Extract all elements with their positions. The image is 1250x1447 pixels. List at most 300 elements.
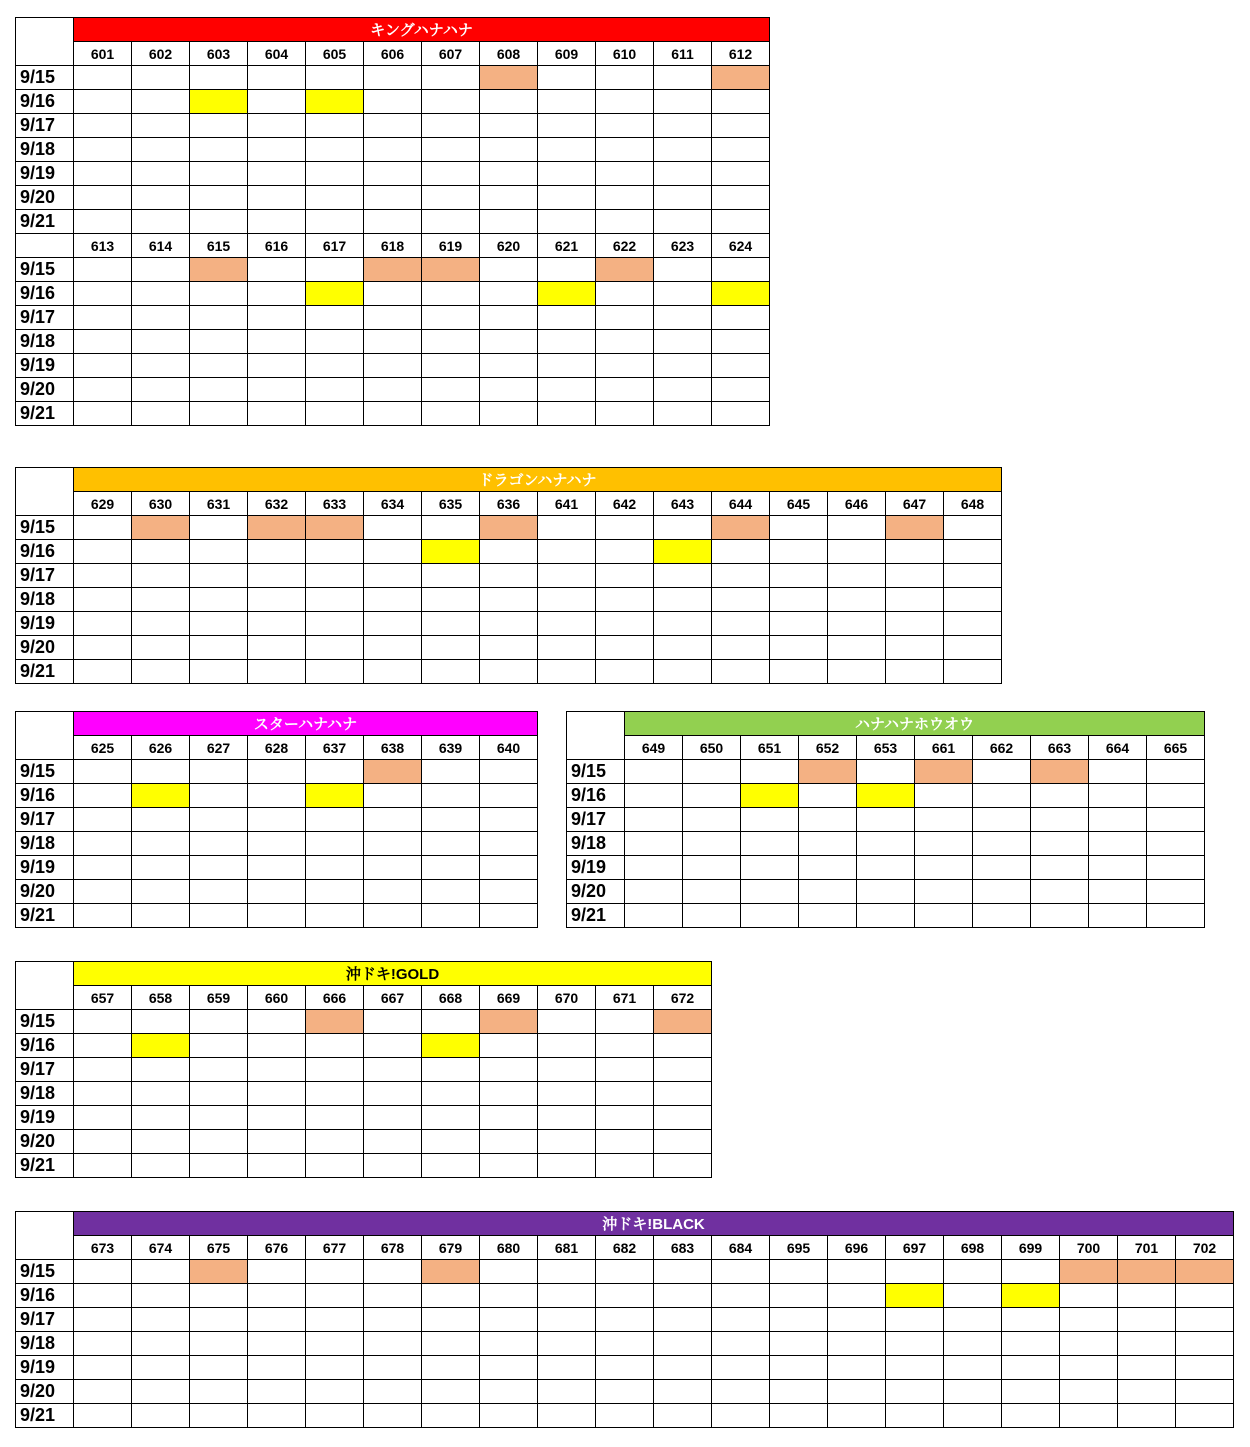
schedule-cell — [538, 330, 596, 354]
schedule-cell — [654, 1154, 712, 1178]
schedule-cell — [422, 588, 480, 612]
date-row — [16, 138, 770, 162]
schedule-cell — [364, 1034, 422, 1058]
schedule-cell — [944, 564, 1002, 588]
schedule-cell — [248, 1260, 306, 1284]
schedule-cell — [596, 1010, 654, 1034]
schedule-cell — [248, 138, 306, 162]
schedule-cell — [480, 1284, 538, 1308]
schedule-cell — [886, 540, 944, 564]
schedule-cell — [915, 904, 973, 928]
machine-number: 670 — [538, 986, 596, 1010]
schedule-cell — [422, 210, 480, 234]
schedule-cell — [306, 808, 364, 832]
schedule-cell — [654, 1058, 712, 1082]
title-row — [16, 1212, 1234, 1236]
schedule-cell — [306, 1404, 364, 1428]
machine-number: 632 — [248, 492, 306, 516]
schedule-cell — [248, 66, 306, 90]
schedule-cell — [132, 808, 190, 832]
schedule-cell — [1089, 904, 1147, 928]
schedule-cell — [538, 1284, 596, 1308]
schedule-cell — [248, 210, 306, 234]
highlight-cell-salmon — [480, 1010, 538, 1034]
schedule-cell — [248, 660, 306, 684]
table-hanahana-houou — [566, 711, 1205, 928]
schedule-cell — [132, 1154, 190, 1178]
schedule-cell — [190, 1082, 248, 1106]
schedule-cell — [770, 636, 828, 660]
schedule-cell — [538, 1260, 596, 1284]
schedule-cell — [480, 1034, 538, 1058]
schedule-cell — [596, 282, 654, 306]
schedule-cell — [828, 1356, 886, 1380]
machine-number-row — [16, 1236, 1234, 1260]
schedule-cell — [190, 186, 248, 210]
schedule-cell — [480, 540, 538, 564]
schedule-cell — [422, 1380, 480, 1404]
schedule-cell — [596, 1308, 654, 1332]
schedule-cell — [422, 354, 480, 378]
schedule-cell — [886, 1308, 944, 1332]
schedule-cell — [944, 1356, 1002, 1380]
schedule-cell — [538, 1130, 596, 1154]
schedule-cell — [596, 1154, 654, 1178]
schedule-cell — [770, 516, 828, 540]
schedule-cell — [422, 162, 480, 186]
schedule-cell — [132, 210, 190, 234]
schedule-cell — [712, 210, 770, 234]
schedule-cell — [538, 306, 596, 330]
schedule-cell — [538, 378, 596, 402]
schedule-cell — [190, 880, 248, 904]
schedule-cell — [132, 904, 190, 928]
schedule-cell — [306, 210, 364, 234]
schedule-cell — [132, 612, 190, 636]
schedule-cell — [422, 1356, 480, 1380]
schedule-cell — [422, 330, 480, 354]
schedule-cell — [654, 1034, 712, 1058]
schedule-cell — [306, 1106, 364, 1130]
schedule-cell — [596, 1106, 654, 1130]
machine-number: 642 — [596, 492, 654, 516]
date-label: 9/19 — [16, 354, 74, 378]
schedule-cell — [596, 612, 654, 636]
schedule-cell — [422, 856, 480, 880]
schedule-cell — [248, 1106, 306, 1130]
schedule-cell — [480, 1404, 538, 1428]
schedule-cell — [306, 1356, 364, 1380]
schedule-cell — [190, 354, 248, 378]
schedule-cell — [538, 636, 596, 660]
schedule-cell — [973, 904, 1031, 928]
machine-number: 607 — [422, 42, 480, 66]
schedule-cell — [915, 856, 973, 880]
schedule-cell — [306, 880, 364, 904]
schedule-cell — [712, 612, 770, 636]
schedule-cell — [770, 1404, 828, 1428]
schedule-cell — [770, 1380, 828, 1404]
schedule-cell — [74, 880, 132, 904]
schedule-cell — [306, 186, 364, 210]
schedule-cell — [248, 282, 306, 306]
schedule-cell — [132, 162, 190, 186]
corner-cell — [16, 1212, 74, 1260]
date-label: 9/16 — [16, 1284, 74, 1308]
date-row — [16, 540, 1002, 564]
schedule-cell — [596, 210, 654, 234]
schedule-cell — [654, 1260, 712, 1284]
schedule-cell — [944, 588, 1002, 612]
date-row — [16, 636, 1002, 660]
schedule-cell — [625, 856, 683, 880]
schedule-cell — [915, 808, 973, 832]
schedule-cell — [364, 1260, 422, 1284]
schedule-cell — [190, 162, 248, 186]
schedule-cell — [306, 1082, 364, 1106]
machine-number: 701 — [1118, 1236, 1176, 1260]
schedule-cell — [828, 1284, 886, 1308]
schedule-cell — [132, 1356, 190, 1380]
schedule-cell — [480, 880, 538, 904]
schedule-cell — [190, 114, 248, 138]
highlight-cell-salmon — [886, 516, 944, 540]
date-label: 9/18 — [16, 832, 74, 856]
schedule-cell — [74, 660, 132, 684]
date-row — [567, 784, 1205, 808]
schedule-cell — [248, 114, 306, 138]
date-row — [16, 564, 1002, 588]
schedule-cell — [306, 1130, 364, 1154]
schedule-cell — [741, 880, 799, 904]
date-row — [16, 210, 770, 234]
highlight-cell-salmon — [364, 760, 422, 784]
schedule-cell — [480, 186, 538, 210]
schedule-cell — [422, 660, 480, 684]
schedule-cell — [944, 1380, 1002, 1404]
schedule-cell — [770, 1284, 828, 1308]
date-label: 9/20 — [16, 880, 74, 904]
schedule-cell — [480, 612, 538, 636]
schedule-cell — [248, 186, 306, 210]
schedule-cell — [480, 1106, 538, 1130]
schedule-cell — [596, 1130, 654, 1154]
schedule-cell — [132, 540, 190, 564]
date-label: 9/19 — [16, 162, 74, 186]
schedule-cell — [306, 1332, 364, 1356]
schedule-cell — [625, 904, 683, 928]
schedule-cell — [1031, 880, 1089, 904]
schedule-cell — [190, 660, 248, 684]
schedule-cell — [190, 636, 248, 660]
date-label: 9/15 — [567, 760, 625, 784]
schedule-cell — [654, 282, 712, 306]
date-row — [16, 1308, 1234, 1332]
schedule-cell — [364, 904, 422, 928]
date-row — [16, 1082, 712, 1106]
date-label: 9/15 — [16, 1260, 74, 1284]
schedule-cell — [538, 162, 596, 186]
schedule-cell — [538, 258, 596, 282]
schedule-cell — [480, 564, 538, 588]
schedule-cell — [190, 808, 248, 832]
schedule-cell — [306, 540, 364, 564]
schedule-cell — [1147, 856, 1205, 880]
schedule-cell — [480, 588, 538, 612]
machine-number-row — [16, 234, 770, 258]
schedule-cell — [944, 1404, 1002, 1428]
machine-number-row — [16, 492, 1002, 516]
section-title: ハナハナホウオウ — [625, 712, 1205, 736]
schedule-cell — [422, 66, 480, 90]
schedule-cell — [944, 1332, 1002, 1356]
machine-number: 617 — [306, 234, 364, 258]
highlight-cell-salmon — [712, 66, 770, 90]
machine-number: 622 — [596, 234, 654, 258]
schedule-cell — [712, 186, 770, 210]
date-label: 9/21 — [567, 904, 625, 928]
machine-number: 667 — [364, 986, 422, 1010]
table-king-hanahana — [15, 17, 770, 426]
schedule-cell — [538, 66, 596, 90]
schedule-cell — [248, 1356, 306, 1380]
machine-number-row — [567, 736, 1205, 760]
schedule-cell — [538, 1034, 596, 1058]
schedule-cell — [74, 1380, 132, 1404]
schedule-cell — [596, 516, 654, 540]
date-row — [567, 880, 1205, 904]
schedule-cell — [654, 138, 712, 162]
schedule-cell — [538, 516, 596, 540]
schedule-cell — [480, 1154, 538, 1178]
schedule-cell — [74, 760, 132, 784]
schedule-cell — [364, 880, 422, 904]
schedule-cell — [74, 402, 132, 426]
machine-number: 625 — [74, 736, 132, 760]
schedule-cell — [364, 564, 422, 588]
schedule-cell — [74, 66, 132, 90]
schedule-cell — [1060, 1356, 1118, 1380]
schedule-cell — [364, 516, 422, 540]
schedule-cell — [190, 612, 248, 636]
date-label: 9/19 — [16, 612, 74, 636]
machine-number: 635 — [422, 492, 480, 516]
schedule-cell — [480, 1130, 538, 1154]
schedule-cell — [886, 612, 944, 636]
date-row — [16, 1284, 1234, 1308]
schedule-cell — [190, 66, 248, 90]
schedule-cell — [190, 856, 248, 880]
schedule-cell — [422, 1332, 480, 1356]
schedule-cell — [190, 540, 248, 564]
schedule-cell — [828, 1404, 886, 1428]
schedule-cell — [480, 210, 538, 234]
schedule-cell — [712, 330, 770, 354]
schedule-cell — [132, 90, 190, 114]
schedule-cell — [538, 1058, 596, 1082]
table-okidoki-black — [15, 1211, 1234, 1428]
schedule-cell — [364, 138, 422, 162]
machine-number: 699 — [1002, 1236, 1060, 1260]
schedule-cell — [857, 808, 915, 832]
schedule-cell — [132, 856, 190, 880]
machine-number: 621 — [538, 234, 596, 258]
schedule-cell — [654, 1356, 712, 1380]
schedule-cell — [712, 90, 770, 114]
schedule-cell — [1002, 1260, 1060, 1284]
machine-number: 668 — [422, 986, 480, 1010]
schedule-cell — [625, 784, 683, 808]
schedule-cell — [1176, 1284, 1234, 1308]
schedule-cell — [422, 636, 480, 660]
machine-number: 698 — [944, 1236, 1002, 1260]
machine-number: 630 — [132, 492, 190, 516]
schedule-cell — [364, 588, 422, 612]
date-label: 9/15 — [16, 66, 74, 90]
machine-number: 604 — [248, 42, 306, 66]
table-star-hanahana — [15, 711, 538, 928]
section-title: スターハナハナ — [74, 712, 538, 736]
schedule-cell — [190, 1058, 248, 1082]
date-row — [16, 904, 538, 928]
schedule-cell — [74, 808, 132, 832]
date-label: 9/16 — [567, 784, 625, 808]
schedule-cell — [74, 330, 132, 354]
corner-cell — [567, 712, 625, 760]
schedule-cell — [596, 90, 654, 114]
schedule-cell — [683, 808, 741, 832]
schedule-cell — [422, 1106, 480, 1130]
schedule-cell — [248, 784, 306, 808]
schedule-cell — [422, 784, 480, 808]
schedule-cell — [654, 1082, 712, 1106]
schedule-cell — [190, 564, 248, 588]
machine-number-row — [16, 42, 770, 66]
date-row — [16, 306, 770, 330]
schedule-cell — [1002, 1332, 1060, 1356]
machine-number: 674 — [132, 1236, 190, 1260]
schedule-cell — [770, 612, 828, 636]
date-label: 9/16 — [16, 784, 74, 808]
schedule-cell — [74, 636, 132, 660]
schedule-cell — [248, 306, 306, 330]
schedule-cell — [1118, 1308, 1176, 1332]
machine-number: 652 — [799, 736, 857, 760]
schedule-cell — [654, 402, 712, 426]
table-okidoki-gold — [15, 961, 712, 1178]
schedule-cell — [74, 832, 132, 856]
machine-number: 645 — [770, 492, 828, 516]
schedule-cell — [741, 856, 799, 880]
schedule-cell — [683, 904, 741, 928]
schedule-cell — [712, 660, 770, 684]
schedule-cell — [74, 114, 132, 138]
date-row — [16, 1260, 1234, 1284]
schedule-cell — [538, 1082, 596, 1106]
schedule-cell — [364, 856, 422, 880]
schedule-cell — [712, 564, 770, 588]
machine-number: 663 — [1031, 736, 1089, 760]
schedule-cell — [306, 330, 364, 354]
schedule-cell — [74, 1058, 132, 1082]
schedule-cell — [596, 330, 654, 354]
schedule-cell — [538, 186, 596, 210]
machine-number: 640 — [480, 736, 538, 760]
machine-number: 611 — [654, 42, 712, 66]
schedule-cell — [480, 258, 538, 282]
date-label: 9/18 — [16, 588, 74, 612]
schedule-cell — [364, 1284, 422, 1308]
schedule-cell — [74, 856, 132, 880]
schedule-cell — [1176, 1356, 1234, 1380]
machine-number: 618 — [364, 234, 422, 258]
schedule-cell — [538, 588, 596, 612]
schedule-cell — [74, 258, 132, 282]
date-label: 9/15 — [16, 760, 74, 784]
schedule-cell — [132, 402, 190, 426]
schedule-cell — [596, 138, 654, 162]
schedule-cell — [248, 612, 306, 636]
date-row — [16, 114, 770, 138]
schedule-cell — [248, 1284, 306, 1308]
schedule-cell — [596, 1356, 654, 1380]
schedule-cell — [857, 832, 915, 856]
date-row — [16, 402, 770, 426]
highlight-cell-yellow — [538, 282, 596, 306]
schedule-cell — [364, 784, 422, 808]
date-row — [567, 760, 1205, 784]
schedule-cell — [596, 1284, 654, 1308]
section-title: キングハナハナ — [74, 18, 770, 42]
date-label: 9/18 — [16, 330, 74, 354]
schedule-cell — [190, 1154, 248, 1178]
date-row — [16, 1356, 1234, 1380]
schedule-cell — [248, 564, 306, 588]
section-title: ドラゴンハナハナ — [74, 468, 1002, 492]
schedule-cell — [915, 784, 973, 808]
highlight-cell-salmon — [306, 1010, 364, 1034]
highlight-cell-yellow — [1002, 1284, 1060, 1308]
schedule-cell — [480, 1260, 538, 1284]
schedule-cell — [306, 1380, 364, 1404]
date-label: 9/16 — [16, 1034, 74, 1058]
schedule-cell — [364, 306, 422, 330]
schedule-cell — [596, 186, 654, 210]
schedule-cell — [132, 138, 190, 162]
schedule-cell — [74, 540, 132, 564]
schedule-cell — [422, 186, 480, 210]
corner-cell — [16, 712, 74, 760]
machine-number: 649 — [625, 736, 683, 760]
schedule-cell — [1176, 1380, 1234, 1404]
schedule-cell — [74, 354, 132, 378]
schedule-cell — [944, 1260, 1002, 1284]
schedule-cell — [248, 808, 306, 832]
schedule-cell — [74, 1284, 132, 1308]
machine-number: 678 — [364, 1236, 422, 1260]
machine-number: 682 — [596, 1236, 654, 1260]
schedule-cell — [364, 162, 422, 186]
machine-number: 671 — [596, 986, 654, 1010]
schedule-cell — [712, 378, 770, 402]
date-row — [16, 880, 538, 904]
schedule-cell — [74, 1034, 132, 1058]
schedule-cell — [190, 1284, 248, 1308]
schedule-cell — [712, 162, 770, 186]
machine-number: 650 — [683, 736, 741, 760]
schedule-cell — [480, 306, 538, 330]
schedule-cell — [1060, 1380, 1118, 1404]
